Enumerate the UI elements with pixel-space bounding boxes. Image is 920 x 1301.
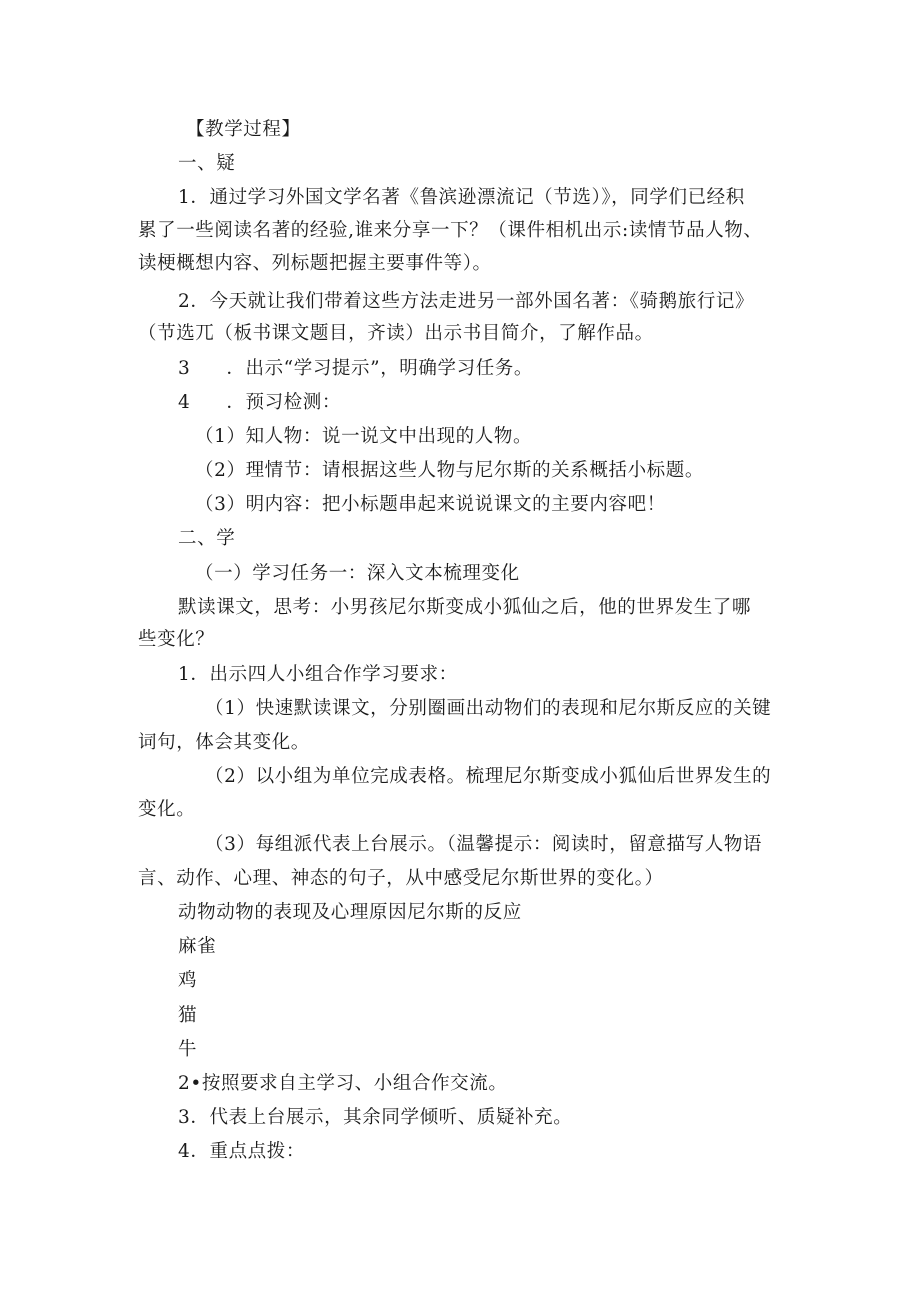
requirement-1-line-2: 词句，体会其变化。 <box>138 732 310 753</box>
table-row-cat: 猫 <box>178 1005 198 1026</box>
reading-prompt-line-1: 默读课文，思考：小男孩尼尔斯变成小狐仙之后，他的世界发生了哪 <box>178 597 752 618</box>
requirement-2-line-1: （2）以小组为单位完成表格。梳理尼尔斯变成小狐仙后世界发生的 <box>205 766 772 787</box>
requirement-3-line-1: （3）每组派代表上台展示。（温馨提示：阅读时，留意描写人物语 <box>205 834 763 855</box>
table-row-sparrow: 麻雀 <box>178 936 217 957</box>
paragraph-4 <box>178 391 341 415</box>
table-row-cow: 牛 <box>178 1039 198 1060</box>
paragraph-2-line-2: （节选兀（板书课文题目，齐读）出示书目简介，了解作品。 <box>138 323 654 344</box>
paragraph-4-text: ．预习检测： <box>226 392 341 413</box>
question-1: （1）知人物：说一说文中出现的人物。 <box>195 426 533 447</box>
table-header: 动物动物的表现及心理原因尼尔斯的反应 <box>178 902 522 923</box>
group-item-3: 3．代表上台展示，其余同学倾听、质疑补充。 <box>178 1107 573 1128</box>
section-heading: 【教学过程】 <box>186 119 301 140</box>
section-title-1: 一、疑 <box>178 153 236 174</box>
paragraph-1-line-2: 累了一些阅读名著的经验,谁来分享一下？（课件相机出示:读情节品人物、 <box>138 220 763 241</box>
requirement-2-line-2: 变化。 <box>138 799 196 820</box>
paragraph-1-line-3: 读梗概想内容、列标题把握主要事件等）。 <box>138 253 492 274</box>
requirement-1-line-1: （1）快速默读课文，分别圈画出动物们的表现和尼尔斯反应的关键 <box>205 698 772 719</box>
paragraph-3-number: 3 <box>178 358 191 379</box>
requirement-3-line-2: 言、动作、心理、神态的句子，从中感受尼尔斯世界的变化。） <box>138 868 664 889</box>
group-item-1: 1．出示四人小组合作学习要求： <box>178 664 458 685</box>
paragraph-3 <box>178 357 533 381</box>
question-3: （3）明内容：把小标题串起来说说课文的主要内容吧！ <box>195 494 666 515</box>
group-item-2: 2•按照要求自主学习、小组合作交流。 <box>178 1073 508 1094</box>
paragraph-1-line-1: 1．通过学习外国文学名著《鲁滨逊漂流记（节选）》，同学们已经积 <box>178 187 745 208</box>
group-item-4: 4．重点点拨： <box>178 1141 305 1162</box>
table-row-chicken: 鸡 <box>178 970 198 991</box>
reading-prompt-line-2: 些变化？ <box>138 629 215 650</box>
question-2: （2）理情节：请根据这些人物与尼尔斯的关系概括小标题。 <box>195 460 704 481</box>
task-1-heading: （一）学习任务一：深入文本梳理变化 <box>195 563 520 584</box>
section-title-2: 二、学 <box>178 528 236 549</box>
paragraph-4-number: 4 <box>178 392 191 413</box>
paragraph-2-line-1: 2．今天就让我们带着这些方法走进另一部外国名著：《骑鹅旅行记》 <box>178 291 755 312</box>
paragraph-3-text: ．出示“学习提示”，明确学习任务。 <box>226 358 533 379</box>
